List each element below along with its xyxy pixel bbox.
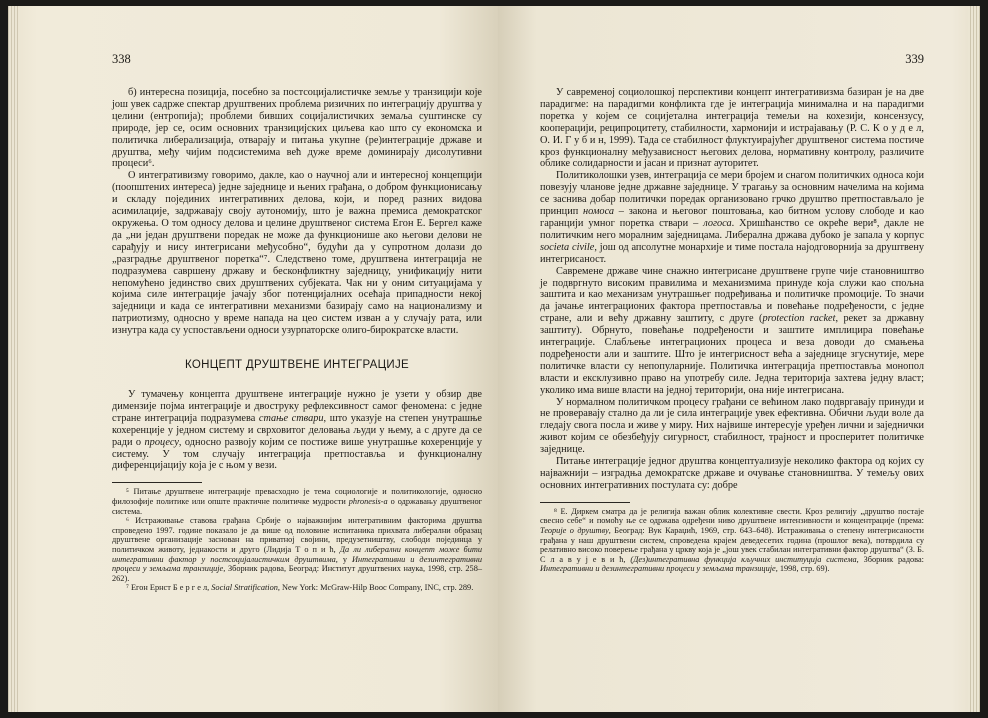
footnote <box>540 507 924 574</box>
text-run: Политиколошки узев, интеграција се мери бројем и снагом политичких односа који повезују чланове једне државне заједнице. У трагању за основним начелима на којима се заснива добар политички поредак организовано грчко друштво претпостављало је принцип <box>540 170 924 218</box>
footnotes <box>540 507 924 574</box>
text-run: б) интересна позиција, посебно за постсоцијалистичке земље у транзицији које још увек садрже спектар друштвених проблема ризичних по интеграцију друштва у целини (ентропија); проблеми бивших социјалистичких земаља суштинске су природе, јер се, осим основних транзицијских циљева као што су економска и политичка либерализација, отварају и питања укупне (ре)интеграције државе и друштва, међу чијим подсистемима већ дуже време доминирају дисолутивни процеси⁶. <box>112 87 482 170</box>
text-run: ⁷ Егон Ернст Б е р г е л, <box>126 583 212 593</box>
text-run: О интегративизму говоримо, дакле, као о научној али и интересној концепцији (поопштених интереса) једне заједнице и њених грађана, о добром функционисању и складу појединих интегративних делова, који, и поред разних видова асимилације, задржавају своју аутономију, што је важна премиса демократског окружења. О том односу делова и целине друштвеног система Егон Е. Бергел каже да „ни један друштвени поредак не може да функционише ако његови делови не сарађују и нису интегрисани међусобно“, будући да у супротном долази до „разградње друштвеног поретка“⁷. Следствено томе, друштвена интеграција не подразумева савршену државу и бесконфликтну заједницу, унификацију нити непомућено јединство свих друштвених субјеката. Чак ни у оним ситуацијама у којима силе интеграције јачају због потенцијалних осећаја припадности некој заједници и када се интегративни механизми базирају само на национализму и патриотизму, односно у време напада на цео систем изван а у случају рата, или изнутра када су успостављени односи узурпаторске олиго-бирократске власти. <box>112 170 482 337</box>
italic-text: Да ли либерални концепт може бити интегративни фактор у постсоцијалистичким друштвима <box>112 544 482 564</box>
italic-text: societa civile <box>540 241 595 253</box>
italic-text: Social Stratification <box>211 583 278 593</box>
text-run: о одржавању друштвеног система. <box>112 496 483 516</box>
body-text-top <box>112 87 482 337</box>
footnote <box>112 583 482 593</box>
body-text-bottom <box>112 389 482 472</box>
italic-text: Интегративни и дезинтегративни процеси у земљама транзиције <box>112 554 482 574</box>
text-run: У тумачењу концепта друштвене интеграције нужно је узети у обзир две димензије појма интеграције и двоструку рефлексивност самог феномена: с једне стране интеграција подразумева <box>112 389 482 424</box>
text-run: ⁵ Питање друштвене интеграције превасходно је тема социологије и политикологије, односно филозофије политике или опште практичне политичке мудрости <box>112 487 482 506</box>
left-page <box>8 6 498 712</box>
paragraph <box>540 397 924 457</box>
text-run: , што указује на степен унутрашње кохеренције у једном систему и сврховитог деловања људи у њему, а с друге да се ради о <box>112 412 482 448</box>
text-run: , рекет за државну заштиту). Обрнуто, повећање подређености и заштите имплицира повећање интеграције. Слабљење интеграционих процеса и веза доводи до смањења подређености али и заштите. Што је интегрисност већа а заједнице згуснутије, мере политичке власти су непопуларније. Политичка интеграција претпоставља монопол власти и ексклузивно право на употребу силе. Једна територија захтева једну власт; уколико има више власти на једној територији, она није интегрисана. <box>540 313 924 396</box>
text-run: Савремене државе чине снажно интегрисане друштвене групе чије становништво је подвргнуто високим правилима и механизмима принуде која служи као спољна заштита и као механизам унутрашњег подређивања и политичке промоције. То значи да јачање интеграционих фактора претпоставља и повећање подређености, с једне стране, али и већу државну заштиту, с друге ( <box>540 265 924 325</box>
italic-text: процесу <box>144 436 179 448</box>
text-run: ⁸ Е. Диркем сматра да је религија важан облик колективне свести. Кроз религију „друштво постаје свесно себе“ и помоћу ње се одржава одређени ниво друштвене интензивности и концентрације (према: <box>540 506 924 526</box>
text-run: У савременој социолошкој перспективи концепт интегративизма базиран је на две парадигме: на парадигми конфликта где је интеграција минимална и на парадигми поретка у којем се социјетална интеграција темељи на кохезији, консензусу, кооперацији, реципроцитету, стабилности, хармонији и истрајавању (Р. С. К о у д е л, О. И. Г у б и н, 1999). Тада се стабилност флуктуирајућег друштвеног система постиче кроз функционалну међузависност његових делова, нормативну контролу, различите облике солидарности и јасан и признат ауторитет. <box>540 87 924 170</box>
italic-text: phronesis-а <box>348 496 388 506</box>
text-run: , још од апсолутне монархије и тиме постала најодговорнија за друштвену интегрисаност. <box>540 241 924 265</box>
text-run: ⁶ Истраживање ставова грађана Србије о најважнијим интегративним факторима друштва спроведено 1997. године показало је да више од половине испитаника прихвата либерални образац друштвене организације заснован на приватној својини, предузетништву, слободи појединца у политичком животу, једнакости и другo (Лидија Т о п и ћ, <box>112 516 482 554</box>
italic-text: protection racket <box>762 313 836 325</box>
section-heading: КОНЦЕПТ ДРУШТВЕНЕ ИНТЕГРАЦИЈЕ <box>184 359 410 372</box>
footnote-divider <box>112 482 202 483</box>
text-run: – закона и његовог поштовања, као битном услову слободе и као гаранцији умног поретка ствари – <box>540 206 924 229</box>
paragraph <box>112 389 482 472</box>
italic-text: стање ствари <box>258 412 324 424</box>
paragraph <box>540 170 924 265</box>
page-number: 339 <box>905 52 924 66</box>
text-run: , New York: McGraw-Hilp Booc Company, INC, стр. 289. <box>277 583 474 593</box>
italic-text: логоса <box>703 217 732 229</box>
page-number: 338 <box>112 52 131 66</box>
paragraph <box>112 87 482 170</box>
italic-text: Интегративни и дезинтегративни процеси у земљама транзиције <box>540 564 776 574</box>
text-run: , Зборник радова: <box>856 554 924 564</box>
body-text <box>540 87 924 492</box>
text-run: , у <box>335 554 352 564</box>
paragraph <box>112 170 482 337</box>
footnote-divider <box>540 502 630 503</box>
right-page <box>498 6 980 712</box>
italic-text: Теорије о друштву <box>540 526 609 535</box>
italic-text: номоса <box>582 206 615 218</box>
text-run: . Хришћанство се окреће вери⁸, дакле не политичким него моралним заједницама. Либерална држава дубоко је запала у корпус <box>540 217 924 241</box>
text-run: , Зборник радова, Београд: Институт друштвених наука, 1998, стр. 258–262). <box>112 564 482 583</box>
text-run: Питање интеграције једног друштва концептуализује неколико фактора од којих су најважнији – изградња демократске државе и очување становништва. У темељу ових основних интегративних постулата су: добре <box>540 456 924 491</box>
italic-text: (Дез)интегративна функција кључних институција система <box>630 554 857 564</box>
paragraph <box>540 456 924 492</box>
text-run: У нормалном политичком процесу грађани се већином лако подвргавају принуди и не проверавају стално да ли је сила интеграције увек ефективна. Обични људи воле да гледају свога посла и живе у миру. Них највише интересује уређен лични и заједнички живот којим се обезбеђују сигурност, стабилност, трајност и просперитет политичке заједнице. <box>540 396 924 456</box>
paragraph <box>540 87 924 170</box>
text-run: , односно развоју којим се постиже више унутрашње кохеренције у систему. У том случају интеграција претпоставља и функционалну диференцијацију која је с њом у вези. <box>112 436 482 472</box>
footnotes <box>112 487 482 593</box>
footnote <box>112 516 482 583</box>
paragraph <box>540 266 924 397</box>
footnote <box>112 487 482 516</box>
text-run: , Београд: Вук Караџић, 1969, стр. 643–648). Истраживања о степену интегрисаности грађана у наш друштвени систем, спроведена крајем деведесетих година (прошлог века), потврдила су релативно високо поверење грађана у цркву која је „још увек стабилан интегративни фактор друштва“ (З. Б. С л а в у ј е в и ћ, <box>540 526 924 564</box>
text-run: , 1998, стр. 69). <box>775 564 830 574</box>
